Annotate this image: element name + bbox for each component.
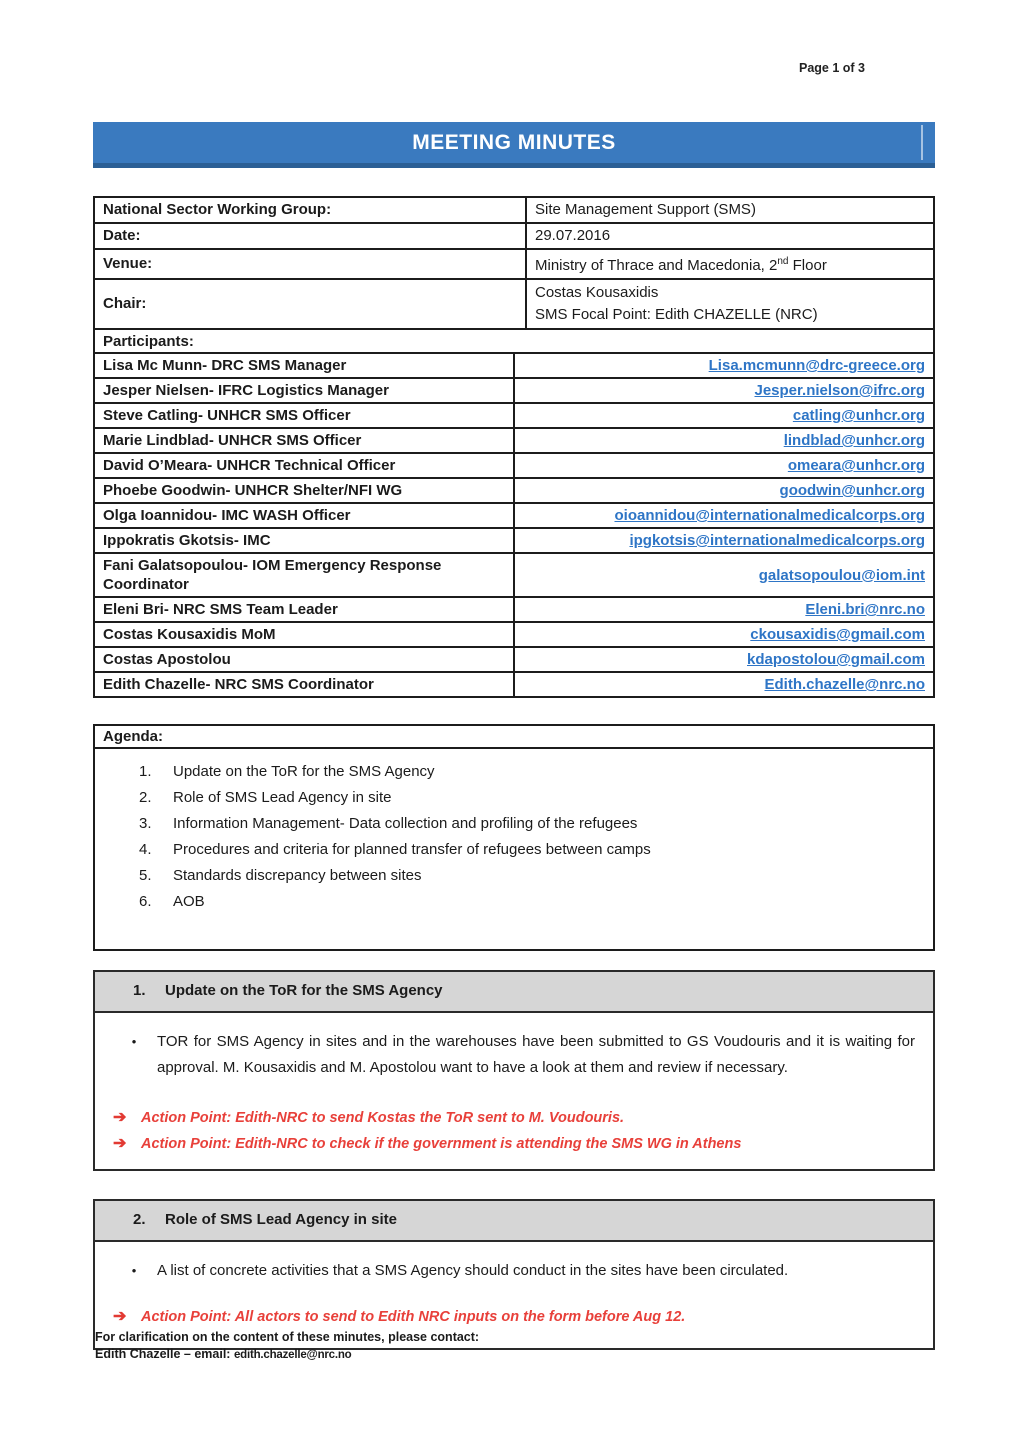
venue-text: Ministry of Thrace and Macedonia, 2 xyxy=(535,257,778,274)
agenda-item xyxy=(139,763,923,781)
meeting-info-table xyxy=(93,196,935,330)
info-row-date xyxy=(94,223,934,249)
section-body xyxy=(95,1013,933,1169)
participants-header: Participants: xyxy=(94,329,934,353)
agenda-item-number: 2. xyxy=(139,789,152,806)
section-bullet-text: A list of concrete activities that a SMS Agency should conduct in the sites have been circulated. xyxy=(157,1262,789,1279)
section-title: Role of SMS Lead Agency in site xyxy=(165,1211,397,1228)
agenda-item-text: Procedures and criteria for planned transfer of refugees between camps xyxy=(173,841,651,858)
participant-row xyxy=(94,403,934,428)
participant-row xyxy=(94,647,934,672)
title-bar-divider xyxy=(921,125,923,160)
participant-email-link[interactable]: Lisa.mcmunn@drc-greece.org xyxy=(708,357,925,374)
footer-contact-prefix: Edith Chazelle – email: xyxy=(95,1347,234,1361)
participant-email-link[interactable]: Edith.chazelle@nrc.no xyxy=(764,676,925,693)
bullet-icon: • xyxy=(131,1034,137,1049)
agenda-item xyxy=(139,841,923,859)
participant-email-link[interactable]: lindblad@unhcr.org xyxy=(783,432,925,449)
participant-name: Eleni Bri- NRC SMS Team Leader xyxy=(94,597,514,622)
working-group-label: National Sector Working Group: xyxy=(94,197,526,223)
participant-email-link[interactable]: Eleni.bri@nrc.no xyxy=(805,601,925,618)
agenda-item-text: Update on the ToR for the SMS Agency xyxy=(173,763,435,780)
participant-email-link[interactable]: ckousaxidis@gmail.com xyxy=(750,626,925,643)
footer-contact-line: For clarification on the content of these minutes, please contact: xyxy=(95,1330,480,1344)
action-point-text: Action Point: All actors to send to Edith NRC inputs on the form before Aug 12. xyxy=(141,1309,686,1325)
info-row-chair xyxy=(94,279,934,329)
participant-email-link[interactable]: galatsopoulou@iom.int xyxy=(758,566,925,584)
participant-row xyxy=(94,478,934,503)
agenda-item-text: AOB xyxy=(173,893,205,910)
agenda-item-number: 3. xyxy=(139,815,152,832)
participant-name: Ippokratis Gkotsis- IMC xyxy=(94,528,514,553)
title-bar xyxy=(93,122,935,168)
section-box-role-sms-lead xyxy=(93,1199,935,1350)
agenda-header: Agenda: xyxy=(95,726,933,749)
sms-focal-point: SMS Focal Point: Edith CHAZELLE (NRC) xyxy=(535,306,818,323)
participant-name: Lisa Mc Munn- DRC SMS Manager xyxy=(94,353,514,378)
participant-email-link[interactable]: kdapostolou@gmail.com xyxy=(747,651,925,668)
participant-name: Phoebe Goodwin- UNHCR Shelter/NFI WG xyxy=(94,478,514,503)
agenda-box xyxy=(93,724,935,951)
section-box-update-tor xyxy=(93,970,935,1171)
participant-row xyxy=(94,503,934,528)
participant-name: Costas Kousaxidis MoM xyxy=(94,622,514,647)
section-title: Update on the ToR for the SMS Agency xyxy=(165,982,443,999)
action-points xyxy=(111,1107,917,1155)
section-bullet xyxy=(111,1258,917,1284)
date-value: 29.07.2016 xyxy=(526,223,934,249)
agenda-item-text: Standards discrepancy between sites xyxy=(173,867,422,884)
date-label: Date: xyxy=(94,223,526,249)
participant-email-link[interactable]: omeara@unhcr.org xyxy=(787,457,925,474)
participant-email-link[interactable]: oioannidou@internationalmedicalcorps.org xyxy=(614,507,925,524)
action-point-row xyxy=(111,1133,917,1155)
participant-row xyxy=(94,353,934,378)
venue-value xyxy=(526,249,934,279)
agenda-item-number: 4. xyxy=(139,841,152,858)
participant-row xyxy=(94,378,934,403)
participant-name: Steve Catling- UNHCR SMS Officer xyxy=(94,403,514,428)
info-row-working-group xyxy=(94,197,934,223)
participant-email-link[interactable]: Jesper.nielson@ifrc.org xyxy=(754,382,925,399)
participant-email-link[interactable]: catling@unhcr.org xyxy=(792,407,925,424)
action-arrow-icon: ➔ xyxy=(113,1135,127,1152)
participants-header-row xyxy=(94,329,934,353)
participant-row xyxy=(94,528,934,553)
participants-table xyxy=(93,328,935,698)
venue-ordinal-suffix: nd xyxy=(777,256,789,267)
agenda-item xyxy=(139,789,923,807)
participant-name: Marie Lindblad- UNHCR SMS Officer xyxy=(94,428,514,453)
bullet-icon: • xyxy=(131,1263,137,1278)
participant-row xyxy=(94,553,934,597)
participant-name: Edith Chazelle- NRC SMS Coordinator xyxy=(94,672,514,697)
section-number: 2. xyxy=(133,1211,146,1228)
agenda-item-number: 6. xyxy=(139,893,152,910)
agenda-item-number: 1. xyxy=(139,763,152,780)
participant-name: Costas Apostolou xyxy=(94,647,514,672)
working-group-value: Site Management Support (SMS) xyxy=(526,197,934,223)
info-row-venue xyxy=(94,249,934,279)
action-arrow-icon: ➔ xyxy=(113,1308,127,1325)
venue-label: Venue: xyxy=(94,249,526,279)
participant-email-link[interactable]: ipgkotsis@internationalmedicalcorps.org xyxy=(629,532,925,549)
venue-text-end: Floor xyxy=(788,257,827,274)
action-point-row xyxy=(111,1306,917,1328)
section-bullet xyxy=(111,1029,917,1081)
section-header xyxy=(95,972,933,1013)
action-point-text: Action Point: Edith-NRC to send Kostas the ToR sent to M. Voudouris. xyxy=(141,1110,625,1126)
footer-contact xyxy=(95,1329,695,1364)
participant-row xyxy=(94,428,934,453)
participant-row xyxy=(94,597,934,622)
action-point-text: Action Point: Edith-NRC to check if the government is attending the SMS WG in Athens xyxy=(141,1136,742,1152)
action-point-row xyxy=(111,1107,917,1129)
footer-contact-email: edith.chazelle@nrc.no xyxy=(233,1349,352,1361)
footer-contact-line2 xyxy=(95,1346,695,1364)
agenda-item-text: Information Management- Data collection and profiling of the refugees xyxy=(173,815,638,832)
page-number: Page 1 of 3 xyxy=(799,61,865,75)
action-points xyxy=(111,1306,917,1328)
participant-name: Olga Ioannidou- IMC WASH Officer xyxy=(94,503,514,528)
section-number: 1. xyxy=(133,982,146,999)
chair-name: Costas Kousaxidis xyxy=(535,284,659,301)
participant-name: David O’Meara- UNHCR Technical Officer xyxy=(94,453,514,478)
chair-label: Chair: xyxy=(94,279,526,329)
participant-name: Jesper Nielsen- IFRC Logistics Manager xyxy=(94,378,514,403)
action-arrow-icon: ➔ xyxy=(113,1109,127,1126)
agenda-item xyxy=(139,815,923,833)
participant-row xyxy=(94,672,934,697)
agenda-item-number: 5. xyxy=(139,867,152,884)
participant-name: Fani Galatsopoulou- IOM Emergency Response Coordinator xyxy=(94,553,514,597)
section-bullet-text: TOR for SMS Agency in sites and in the warehouses have been submitted to GS Voudouris and it is waiting for approval. M. Kousaxidis and M. Apostolou want to have a look at them and review if necessary. xyxy=(157,1033,915,1076)
section-header xyxy=(95,1201,933,1242)
agenda-item-text: Role of SMS Lead Agency in site xyxy=(173,789,392,806)
agenda-item xyxy=(139,893,923,911)
participant-email-link[interactable]: goodwin@unhcr.org xyxy=(779,482,925,499)
agenda-list xyxy=(95,749,933,949)
chair-value xyxy=(526,279,934,329)
document-body xyxy=(93,196,935,1350)
page-title: MEETING MINUTES xyxy=(412,130,616,154)
participant-row xyxy=(94,453,934,478)
participant-row xyxy=(94,622,934,647)
agenda-item xyxy=(139,867,923,885)
